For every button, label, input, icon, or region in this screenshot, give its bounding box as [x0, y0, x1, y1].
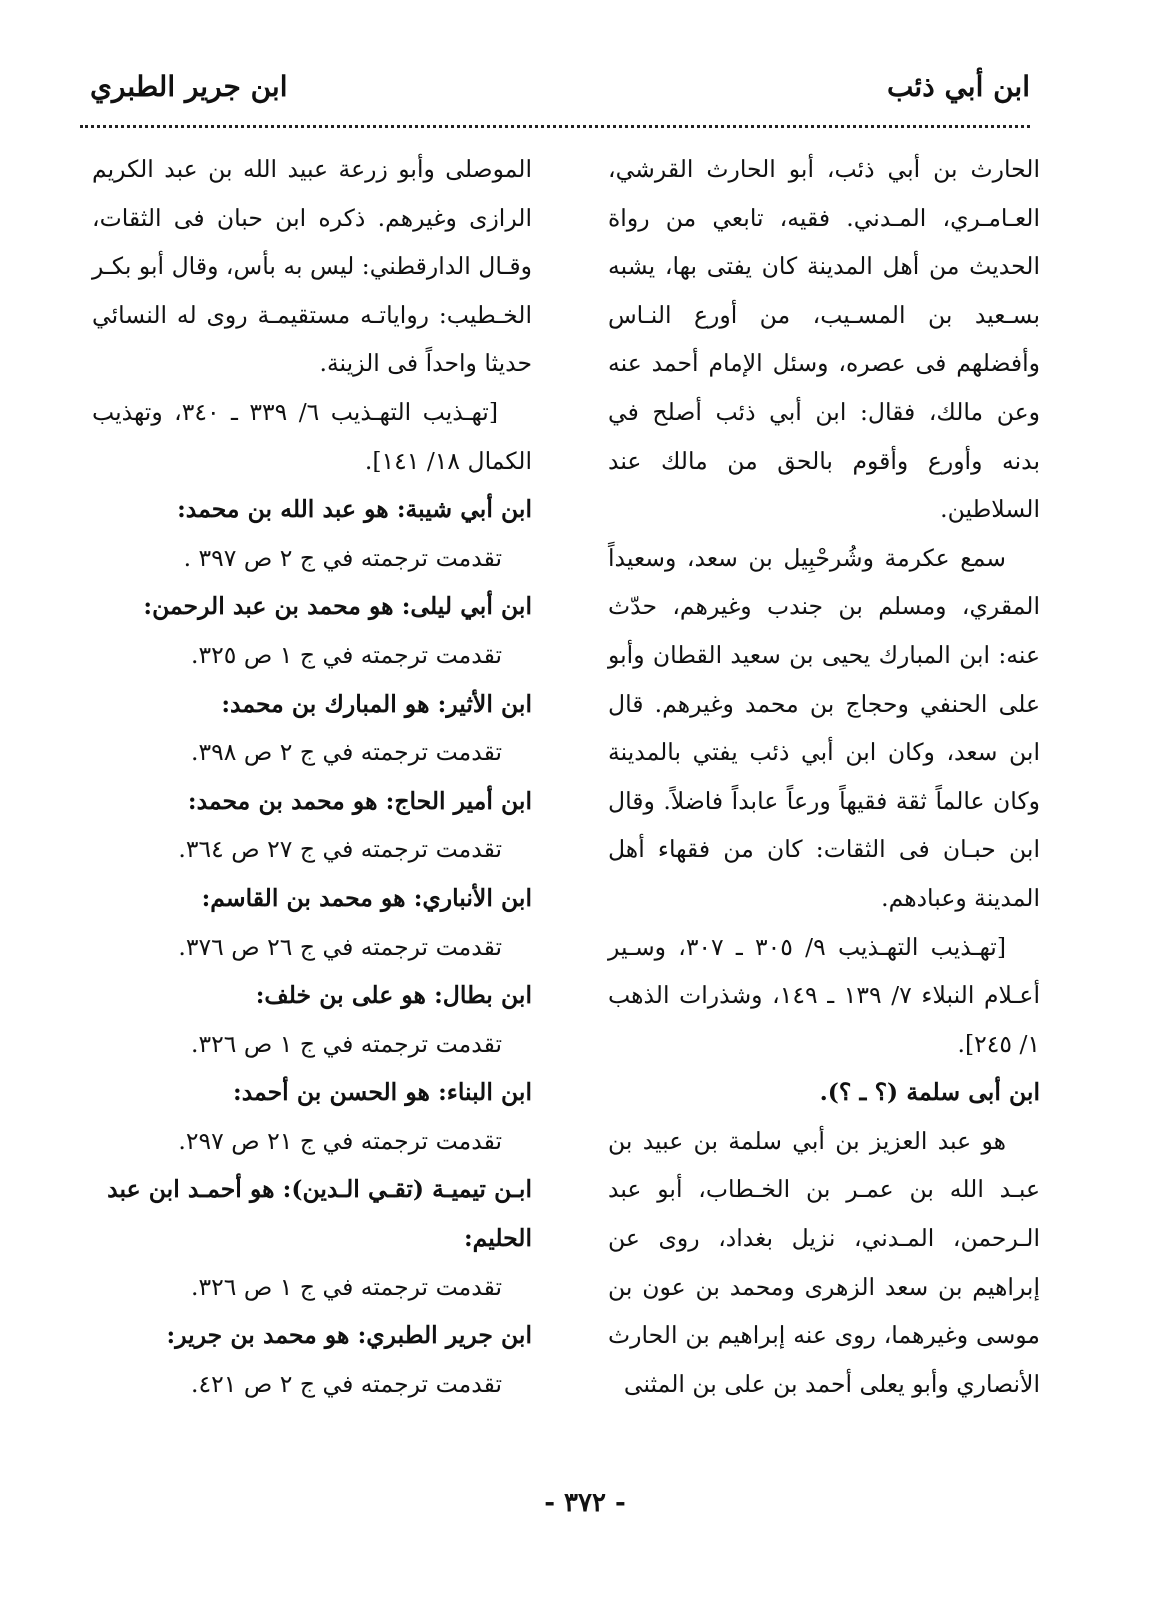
cross-reference-heading: ابن الأنباري: هو محمد بن القاسم: — [201, 883, 532, 912]
right-column — [608, 145, 1040, 1408]
cross-reference-location: تقدمت ترجمته في ج ٢ ص ٤٢١. — [191, 1369, 502, 1398]
cross-reference-location: تقدمت ترجمته في ج ١ ص ٣٢٥. — [191, 640, 502, 669]
header-right-title: ابن أبي ذئب — [886, 70, 1030, 103]
left-column — [92, 145, 532, 1408]
biography-paragraph: سمع عكرمة وشُرحْبِيل بن سعد، وسعيداً المقري، ومسلم بن جندب وغيرهم، حدّث عنه: ابن المبارك يحيى بن سعيد القطان وأبو على الحنفي وحجاج بن محمد وغيرهم. قال ابن سعد، وكان ابن أبي ذئب يفتي بالمدينة وكان عالماً ثقة فقيهاً ورعاً عابداً فاضلاً. وقال ابن حبـان فى الثقات: كان من فقهاء أهل المدينة وعبادهم. — [608, 543, 1040, 912]
references-paragraph: [تهـذيب التهـذيب ٦/ ٣٣٩ ـ ٣٤٠، وتهذيب الكمال ١٨/ ١٤١]. — [92, 397, 532, 475]
cross-reference-heading: ابن جرير الطبري: هو محمد بن جرير: — [166, 1321, 532, 1350]
cross-reference-heading: ابن أبي ليلى: هو محمد بن عبد الرحمن: — [143, 592, 532, 621]
cross-reference-location: تقدمت ترجمته في ج ٢٧ ص ٣٦٤. — [178, 835, 502, 864]
entry-heading: ابن أبى سلمة (؟ ـ ؟). — [819, 1078, 1040, 1107]
biography-paragraph: الحارث بن أبي ذئب، أبو الحارث القرشي، العـامـري، المـدني. فقيه، تابعي من رواة الحديث من أهل المدينة كان يفتى بها، يشبه بسـعيد بن المسـيب، من أورع النـاس وأفضلهم فى عصره، وسئل الإمام أحمد عنه وعن مالك، فقال: ابن أبي ذئب أصلح في بدنه وأورع وأقوم بالحق من مالك عند السلاطين. — [608, 155, 1040, 524]
cross-reference-location: تقدمت ترجمته في ج ٢٦ ص ٣٧٦. — [178, 932, 502, 961]
header-left-title: ابن جرير الطبري — [90, 70, 288, 103]
running-header — [80, 70, 1030, 120]
biography-paragraph: الموصلى وأبو زرعة عبيد الله بن عبد الكريم الرازى وغيرهم. ذكره ابن حبان فى الثقات، وقـال الدارقطني: ليس به بأس، وقال أبو بكـر الخـطيب: رواياتـه مستقيمـة روى له النسائي حديثا واحداً فى الزينة. — [92, 155, 532, 378]
cross-reference-location: تقدمت ترجمته في ج ١ ص ٣٢٦. — [191, 1029, 502, 1058]
references-paragraph: [تهـذيب التهـذيب ٩/ ٣٠٥ ـ ٣٠٧، وسـير أعـلام النبلاء ٧/ ١٣٩ ـ ١٤٩، وشذرات الذهب ١/ ٢٤٥]. — [608, 932, 1040, 1058]
cross-reference-heading: ابن الأثير: هو المبارك بن محمد: — [221, 689, 532, 718]
cross-reference-location: تقدمت ترجمته في ج ١ ص ٣٢٦. — [191, 1272, 502, 1301]
cross-reference-heading: ابن بطال: هو على بن خلف: — [255, 981, 532, 1010]
cross-reference-location: تقدمت ترجمته في ج ٢١ ص ٢٩٧. — [178, 1126, 502, 1155]
cross-reference-heading: ابن أبي شيبة: هو عبد الله بن محمد: — [177, 495, 532, 524]
biography-paragraph: هو عبد العزيز بن أبي سلمة بن عبيد بن عبـد الله بن عمـر بن الخـطاب، أبو عبد الـرحمن، المـدني، نزيل بغداد، روى عن إبراهيم بن سعد الزهرى ومحمد بن عون بن موسى وغيرهما، روى عنه إبراهيم بن الحارث الأنصاري وأبو يعلى أحمد بن على بن المثنى — [608, 1126, 1040, 1398]
cross-reference-heading: ابن أمير الحاج: هو محمد بن محمد: — [187, 786, 532, 815]
cross-reference-location: تقدمت ترجمته في ج ٢ ص ٣٩٨. — [191, 738, 502, 767]
page-number: - ٣٧٢ - — [544, 1488, 626, 1518]
cross-reference-heading: ابن البناء: هو الحسن بن أحمد: — [233, 1078, 532, 1107]
cross-reference-location: تقدمت ترجمته في ج ٢ ص ٣٩٧ . — [183, 543, 502, 572]
cross-reference-heading: ابـن تيميـة (تقـي الـدين): هو أحمـد ابن عبد الحليم: — [107, 1175, 532, 1253]
header-dotted-divider — [80, 125, 1030, 128]
